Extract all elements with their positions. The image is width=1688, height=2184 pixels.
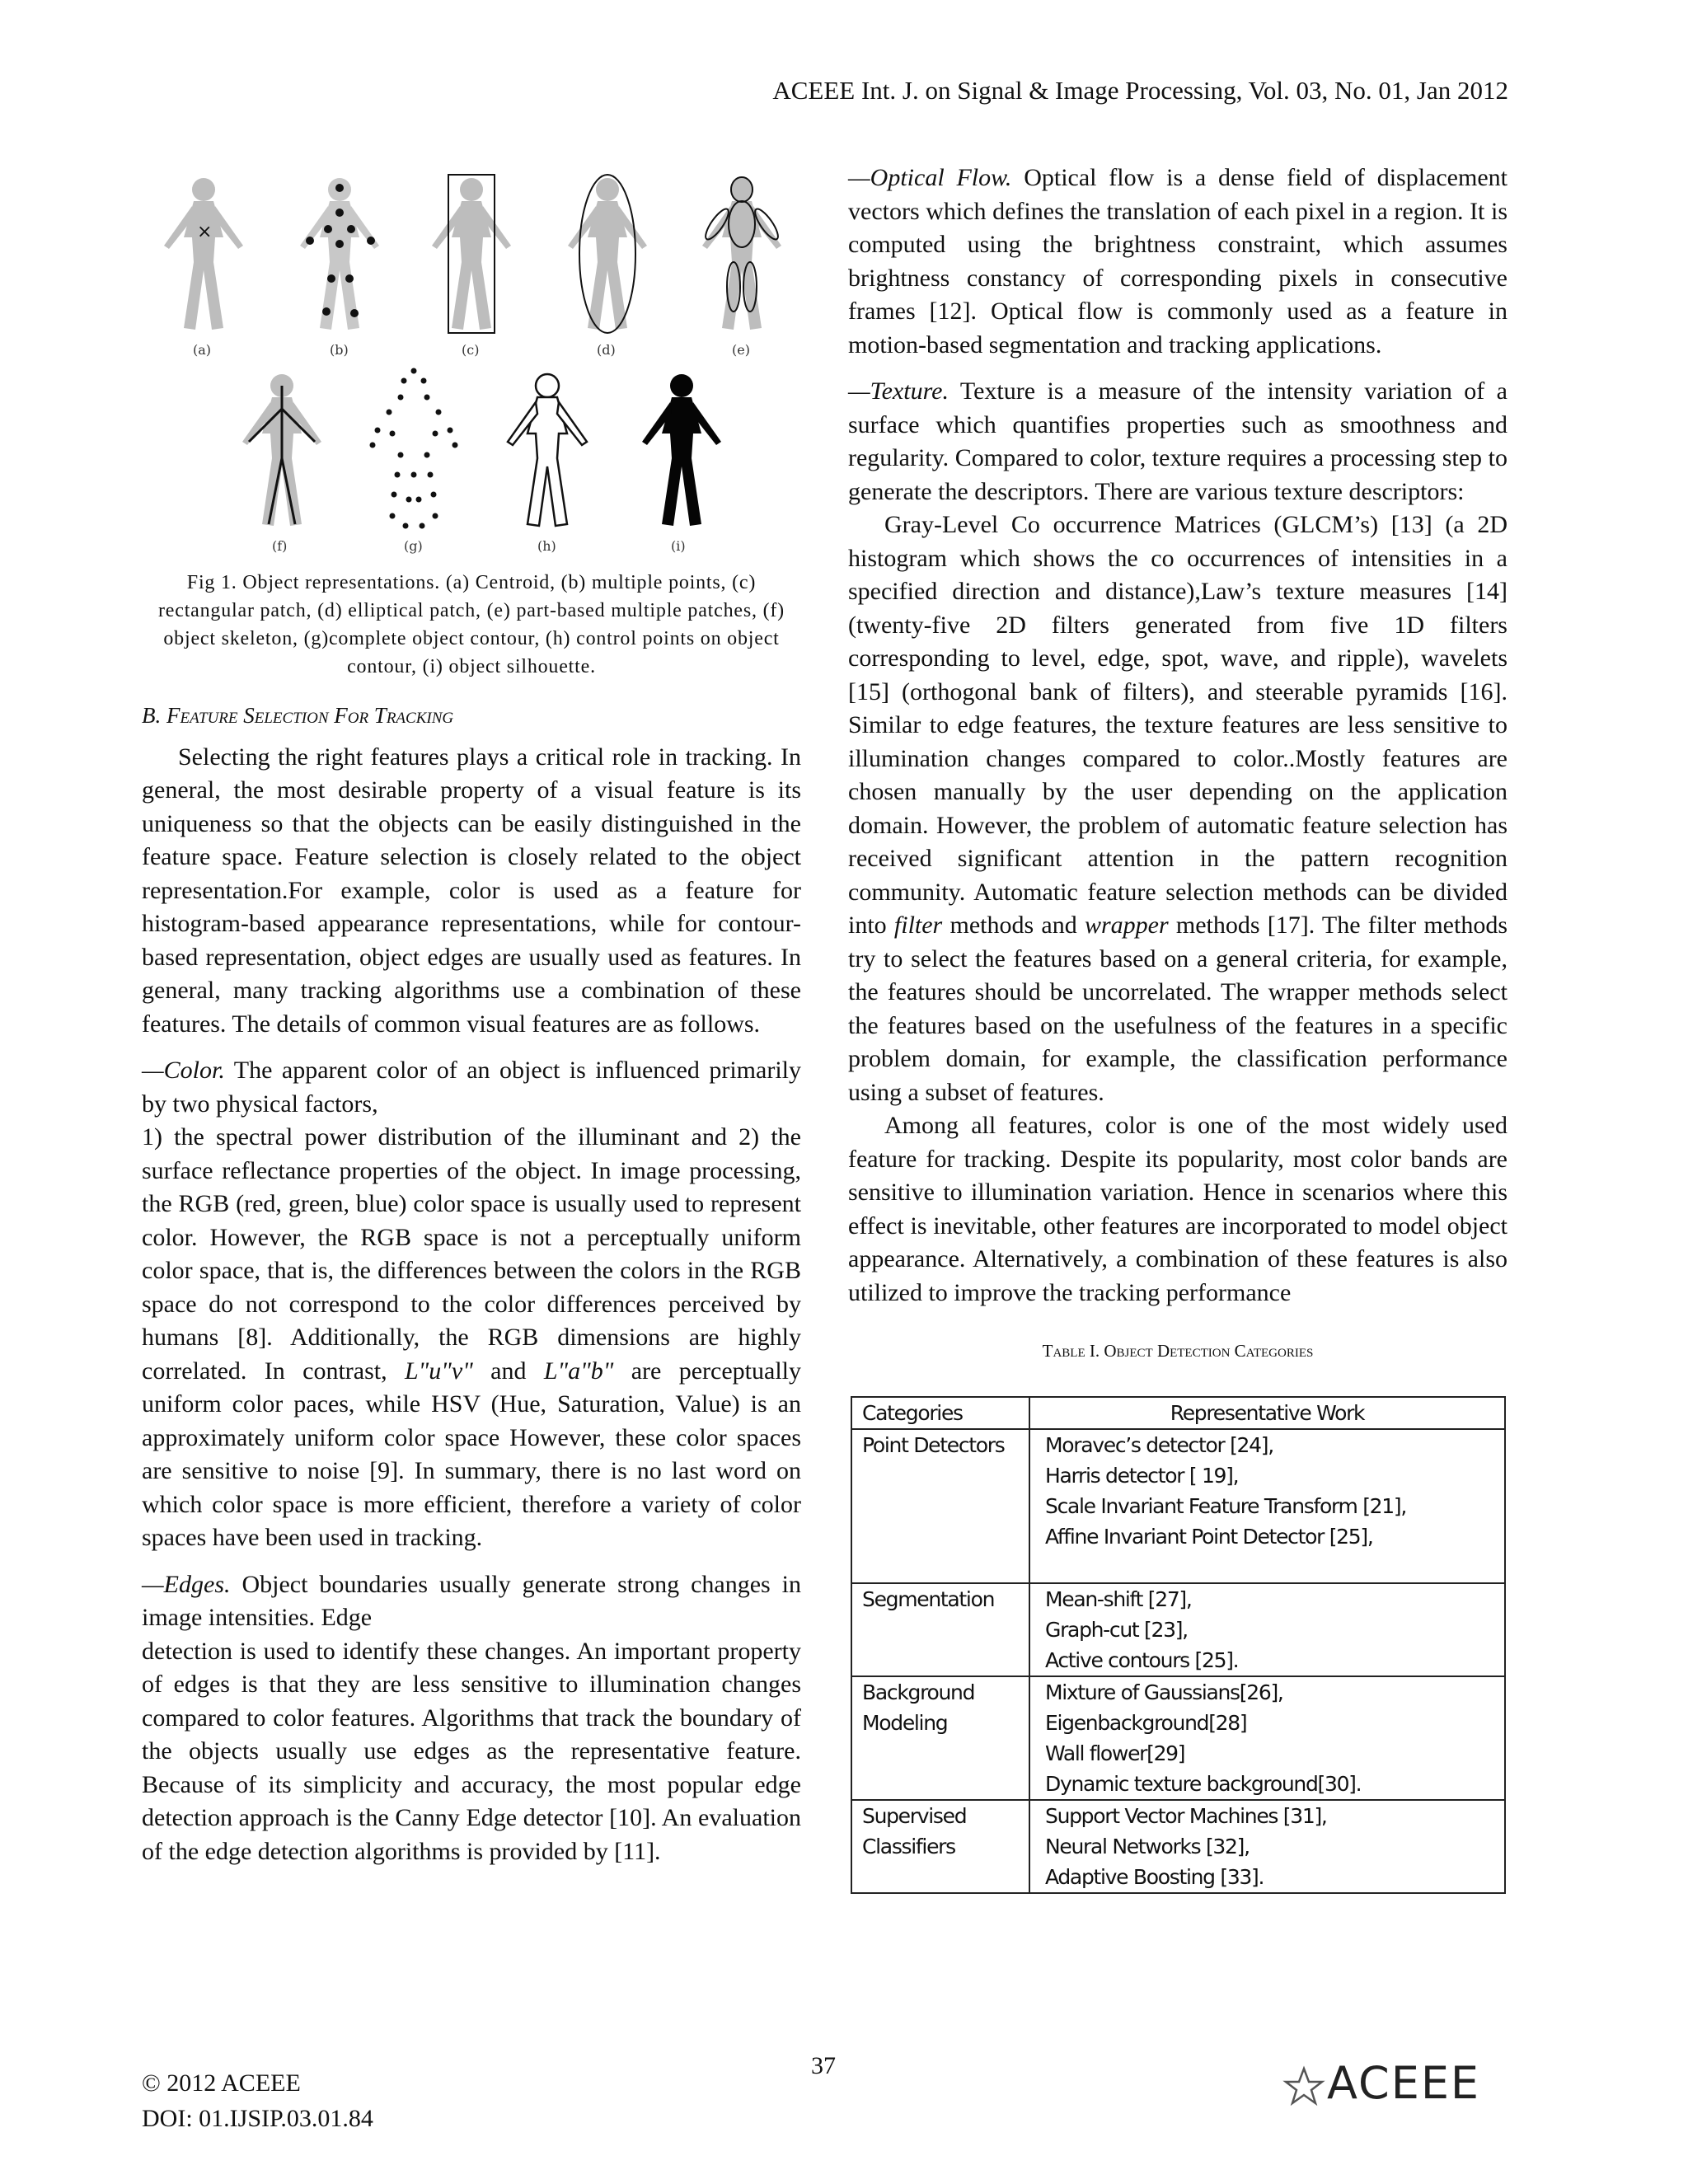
edges-lead-text: Object boundaries usually generate strong changes in image intensities. Edge <box>142 1570 801 1631</box>
table-row <box>851 1583 1505 1676</box>
figure-h-contour-outline <box>508 374 587 526</box>
figure-e-part-based-patches <box>702 177 782 330</box>
fig-label-f: (f) <box>272 538 288 554</box>
work-item: Active contours [25]. <box>1045 1647 1239 1672</box>
figure-object-representations <box>142 163 801 559</box>
figure-a-centroid <box>164 178 243 330</box>
svg-text:×: × <box>197 222 213 242</box>
optical-flow-text: Optical flow is a dense field of displacement vectors which defines the translation of each pixel in a region. It is computed using the brightness constraint, which assumes brightness constancy of corresponding pixels in consecutive frames [12]. Optical flow is commonly used as a feature in motion-based segmentation and tracking applications. <box>848 164 1507 359</box>
texture-text: Texture is a measure of the intensity variation of a surface which quantifies properties such as smoothness and regularity. Compared to color, texture requires a processing step to generate the descriptors. There are various texture descriptors: <box>848 377 1507 505</box>
paragraph-feature-selection-intro: Selecting the right features plays a critical role in tracking. In general, the most desirable property of a visual feature is its uniqueness so that the objects can be easily distinguished in the feature space. Feature selection is closely related to the object representation.For example, color is used as a feature for histogram-based appearance representations, while for contour-based representation, object edges are usually used as features. In general, many tracking algorithms use a combination of these features. The details of common visual features are as follows. <box>142 743 801 1038</box>
object-detection-table <box>851 1396 1506 1894</box>
optical-flow-label: —Optical Flow. <box>848 164 1012 191</box>
glcm-filter: filter <box>893 912 943 939</box>
work-item: Mean-shift [27], <box>1045 1586 1192 1611</box>
figure-d-elliptical-patch <box>568 175 647 333</box>
work-item: Mixture of Gaussians[26], <box>1045 1680 1283 1704</box>
color-lead-text: The apparent color of an object is influenced primarily by two physical factors, <box>142 1057 801 1118</box>
object-representation-illustration <box>142 163 801 559</box>
figure-f-skeleton <box>242 374 321 526</box>
table-row <box>851 1429 1505 1583</box>
work-item: Dynamic texture background[30]. <box>1045 1771 1362 1796</box>
work-item: Support Vector Machines [31], <box>1045 1803 1327 1828</box>
paragraph-color-body <box>142 1121 801 1555</box>
paragraph-among-features: Among all features, color is one of the most widely used feature for tracking. Despite its popularity, most color bands are sensitive to illumination variation. Hence in scenarios where this effect is inevitable, other features are incorporated to model object appearance. Alternatively, a combination of these features is also utilized to improve the tracking performance <box>848 1112 1507 1306</box>
work-item: Harris detector [ 19], <box>1045 1463 1239 1488</box>
table-cell-category: Background Modeling <box>851 1676 1029 1800</box>
color-body-1: 1) the spectral power distribution of the illuminant and 2) the surface reflectance properties of the object. In image processing, the RGB (red, green, blue) color space is usually used to represent color. However, the RGB space is not a perceptually uniform color space, that is, the differences between the colors in the RGB space do not correspond to the color differences perceived by humans [8]. Additionally, the RGB dimensions are highly correlated. In contrast, <box>142 1123 801 1385</box>
section-heading <box>142 699 801 733</box>
work-item: Wall flower[29] <box>1045 1741 1185 1765</box>
fig-label-h: (h) <box>537 538 556 554</box>
work-item: Neural Networks [32], <box>1045 1834 1250 1858</box>
table-cell-works <box>1029 1429 1505 1583</box>
paragraph-color-lead <box>142 1054 801 1121</box>
table-caption: Table I. Object Detection Categories <box>1042 1341 1314 1361</box>
fig-label-e: (e) <box>732 342 750 358</box>
work-item: Moravec’s detector [24], <box>1045 1432 1273 1457</box>
footer-left <box>142 2065 373 2136</box>
fig-label-c: (c) <box>462 342 480 358</box>
paragraph-edges-body: detection is used to identify these changes. An important property of edges is that they are less sensitive to illumination changes compared to color features. Algorithms that track the boundary of the objects usually use edges as the representative feature. Because of its simplicity and accuracy, the most popular edge detection approach is the Canny Edge detector [10]. An evaluation of the edge detection algorithms is provided by [11]. <box>142 1637 801 1865</box>
page-number: 37 <box>811 2052 836 2079</box>
copyright-text: © 2012 ACEEE <box>142 2069 301 2097</box>
table-header-categories: Categories <box>851 1397 1029 1429</box>
doi-text: DOI: 01.IJSIP.03.01.84 <box>142 2105 373 2132</box>
star-logo-icon <box>1279 2057 1325 2110</box>
journal-header: ACEEE Int. J. on Signal & Image Processing, Vol. 03, No. 01, Jan 2012 <box>772 76 1508 105</box>
table-cell-works <box>1029 1800 1505 1893</box>
row-spacer <box>1045 1552 1494 1582</box>
texture-label: —Texture. <box>848 377 949 405</box>
table-row <box>851 1676 1505 1800</box>
table-header-row <box>851 1397 1505 1429</box>
work-item: Scale Invariant Feature Transform [21], <box>1045 1493 1406 1518</box>
fig-label-d: (d) <box>597 342 616 358</box>
color-and: and <box>472 1357 544 1385</box>
section-title: Feature Selection For Tracking <box>166 703 454 728</box>
fig-label-a: (a) <box>193 342 212 358</box>
figure-b-multiple-points <box>300 178 379 330</box>
color-luv: L"u"v" <box>405 1357 473 1385</box>
figure-g-contour-points <box>370 368 458 529</box>
table-cell-works <box>1029 1583 1505 1676</box>
paragraph-texture <box>848 375 1507 509</box>
paragraph-edges-lead <box>142 1568 801 1635</box>
paragraph-optical-flow <box>848 162 1507 362</box>
work-item: Adaptive Boosting [33]. <box>1045 1864 1264 1889</box>
work-item: Graph-cut [23], <box>1045 1617 1188 1642</box>
work-item: Affine Invariant Point Detector [25], <box>1045 1524 1373 1549</box>
figure-i-silhouette <box>642 374 721 526</box>
left-column <box>142 163 801 1868</box>
section-prefix: B. <box>142 703 162 728</box>
work-item: Eigenbackground[28] <box>1045 1710 1247 1735</box>
table-cell-works <box>1029 1676 1505 1800</box>
table-header-representative-work: Representative Work <box>1029 1397 1505 1429</box>
fig-label-g: (g) <box>404 538 423 554</box>
table-cell-category: Supervised Classifiers <box>851 1800 1029 1893</box>
paragraph-glcm <box>848 509 1507 1109</box>
logo-text: ACEEE <box>1327 2057 1481 2109</box>
edges-label: —Edges. <box>142 1570 231 1598</box>
aceee-logo <box>1279 2057 1510 2110</box>
glcm-text-3: methods [17]. The filter methods try to select the features based on a general criteria, for example, the features should be uncorrelated. The wrapper methods select the features based on the usefulness of the features in a specific problem domain, for example, the classification performance using a subset of features. <box>848 912 1507 1106</box>
glcm-text-2: methods and <box>942 912 1085 939</box>
glcm-text-1: Gray-Level Co occurrence Matrices (GLCM’s) [13] (a 2D histogram which shows the co occurrences of intensities in a specified direction and distance),Law’s texture measures [14] (twenty-five 2D filters generated from five 1D filters corresponding to level, edge, spot, wave, and ripple), wavelets [15] (orthogonal bank of filters), and steerable pyramids [16]. Similar to edge features, the texture features are less sensitive to illumination changes compared to color..Mostly features are chosen manually by the user depending on the application domain. However, the problem of automatic feature selection has received significant attention in the pattern recognition community. Automatic feature selection methods can be divided into <box>848 511 1507 939</box>
color-body-2: are perceptually uniform color paces, while HSV (Hue, Saturation, Value) is an approximately uniform color space However, these color spaces are sensitive to noise [9]. In summary, there is no last word on which color space is more efficient, therefore a variety of color spaces have been used in tracking. <box>142 1357 801 1551</box>
color-label: —Color. <box>142 1057 225 1084</box>
fig-label-b: (b) <box>330 342 349 358</box>
table-cell-category: Segmentation <box>851 1583 1029 1676</box>
figure-c-rectangular-patch <box>432 175 511 333</box>
figure-caption: Fig 1. Object representations. (a) Centroid, (b) multiple points, (c) rectangular patch, (d) elliptical patch, (e) part-based multiple patches, (f) object skeleton, (g)complete object contour, (h) control points on object contour, (i) object silhouette. <box>158 572 785 677</box>
right-column <box>848 162 1507 1894</box>
table-cell-category: Point Detectors <box>851 1429 1029 1583</box>
color-lab: L"a"b" <box>543 1357 614 1385</box>
fig-label-i: (i) <box>671 538 686 554</box>
glcm-wrapper: wrapper <box>1084 912 1169 939</box>
table-row <box>851 1800 1505 1893</box>
